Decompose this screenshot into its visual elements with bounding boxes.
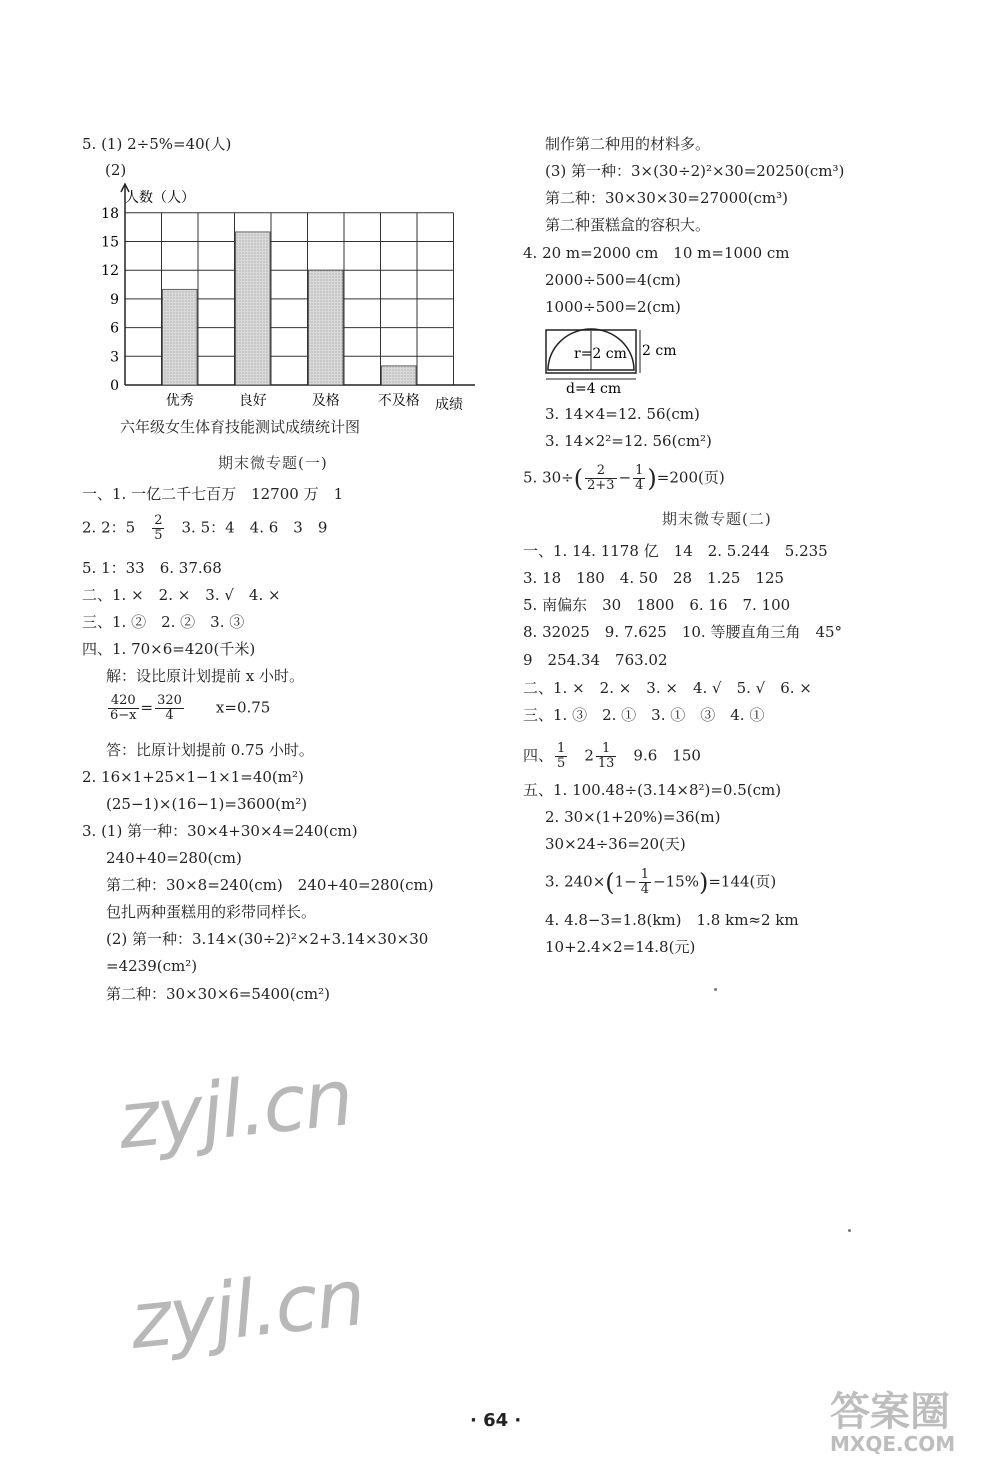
- category-label: 优秀: [165, 393, 194, 409]
- answer-line: 5. 1：33 6. 37.68: [82, 559, 222, 577]
- y-tick-label: 12: [101, 263, 119, 280]
- answer-line: 第二种：30×30×30=27000(cm³): [545, 189, 789, 207]
- diameter-label: d=4 cm: [566, 381, 622, 397]
- answer-line: 3. (1) 第一种：30×4+30×4=240(cm): [82, 822, 358, 840]
- answer-line: 第二种蛋糕盒的容积大。: [545, 216, 711, 234]
- answer-line: 5. 南偏东 30 1800 6. 16 7. 100: [523, 596, 791, 614]
- answer-line: =4239(cm²): [106, 957, 198, 975]
- semicircle-figure: [540, 325, 690, 397]
- answer-line: 二、1. × 2. × 3. √ 4. ×: [82, 586, 281, 604]
- y-tick-label: 9: [110, 291, 119, 308]
- bar-1: [236, 232, 271, 385]
- chart-categories: [166, 392, 420, 409]
- q5-part1: 5. (1) 2÷5%=40(人): [82, 135, 232, 153]
- section-title-1: 期末微专题(一): [218, 454, 328, 472]
- fraction: $\frac{1}{4}$: [635, 463, 644, 493]
- answer-line: (3) 第一种：3×(30÷2)²×30=20250(cm³): [545, 162, 845, 180]
- answer-line: 三、1. ③ 2. ① 3. ① ③ 4. ①: [523, 706, 765, 724]
- height-label: 2 cm: [642, 343, 677, 359]
- watermark: zyjl.cn: [113, 1053, 356, 1167]
- bar-3: [382, 366, 417, 385]
- chart-y-label: 人数（人）: [125, 190, 195, 206]
- answer-line: 第二种：30×30×6=5400(cm²): [106, 985, 330, 1003]
- answer-line: 3. 14×2²=12. 56(cm²): [545, 432, 712, 450]
- bar-2: [309, 270, 344, 385]
- equation-line: 3. 240×(1− $\frac{1}{4}$ −15%)=144(页): [545, 867, 777, 897]
- equation-line: 5. 30÷( $\frac{2}{2+3}$ − $\frac{1}{4}$ )=200(页): [523, 463, 725, 493]
- chart-ticks: [101, 206, 119, 394]
- answer-line: 10+2.4×2=14.8(元): [545, 938, 696, 956]
- answer-line: 三、1. ② 2. ② 3. ③: [82, 613, 245, 631]
- answer-line: 一、1. 14. 1178 亿 14 2. 5.244 5.235: [523, 542, 828, 560]
- answer-line: 五、1. 100.48÷(3.14×8²)=0.5(cm): [523, 781, 782, 799]
- answer-line: 制作第二种用的材料多。: [545, 135, 711, 153]
- y-tick-label: 6: [110, 320, 119, 337]
- chart-bars: [163, 232, 417, 385]
- answer-line: 解：设比原计划提前 x 小时。: [106, 667, 304, 685]
- answer-line: 四、1. 70×6=420(千米): [82, 640, 256, 658]
- fraction: $\frac{2}{5}$: [154, 513, 163, 543]
- answer-line: 1000÷500=2(cm): [545, 298, 681, 316]
- chart-x-label: 成绩: [435, 397, 463, 412]
- answer-line: 一、1. 一亿二千七百万 12700 万 1: [82, 485, 344, 503]
- fraction: $\frac{2}{2+3}$: [587, 463, 615, 493]
- answer-line: 第二种：30×8=240(cm) 240+40=280(cm): [106, 876, 434, 894]
- fraction: $\frac{1}{13}$: [597, 741, 615, 771]
- answer-line: 240+40=280(cm): [106, 849, 242, 867]
- y-tick-label: 15: [101, 234, 119, 251]
- answer-line: 4. 4.8−3=1.8(km) 1.8 km≈2 km: [545, 911, 799, 929]
- equation-line: $\frac{420}{6-x}$ = $\frac{320}{4}$ x=0.75: [110, 693, 271, 723]
- fraction: $\frac{320}{4}$: [157, 693, 182, 723]
- category-label: 及格: [311, 393, 340, 409]
- bar-0: [163, 289, 198, 385]
- speck: [714, 988, 717, 991]
- brand-domain: MXQE.COM: [830, 1432, 956, 1456]
- radius-label: r=2 cm: [574, 346, 627, 362]
- fraction: $\frac{1}{5}$: [557, 741, 566, 771]
- answer-line: 答：比原计划提前 0.75 小时。: [106, 741, 314, 759]
- fraction: $\frac{420}{6-x}$: [110, 693, 137, 723]
- speck: [848, 1229, 851, 1232]
- answer-line: 二、1. × 2. × 3. × 4. √ 5. √ 6. ×: [523, 679, 812, 697]
- answer-line: 30×24÷36=20(天): [545, 835, 686, 853]
- equation-line: 四、 $\frac{1}{5}$ 2 $\frac{1}{13}$ 9.6 150: [523, 741, 701, 771]
- chart-caption: 六年级女生体育技能测试成绩统计图: [120, 418, 361, 436]
- answer-line: 3. 14×4=12. 56(cm): [545, 405, 700, 423]
- answer-line: (2) 第一种：3.14×(30÷2)²×2+3.14×30×30: [106, 930, 429, 948]
- section-title-2: 期末微专题(二): [662, 510, 772, 528]
- y-tick-label: 3: [110, 349, 119, 366]
- answer-line: 2. 2：5 $\frac{2}{5}$ 3. 5：4 4. 6 3 9: [82, 513, 328, 543]
- category-label: 良好: [238, 393, 267, 409]
- answer-line: 8. 32025 9. 7.625 10. 等腰直角三角 45°: [523, 623, 843, 641]
- q5-part2-label: (2): [105, 161, 127, 179]
- y-tick-label: 0: [110, 378, 119, 394]
- answer-line: 3. 18 180 4. 50 28 1.25 125: [523, 569, 785, 587]
- answer-line: 9 254.34 763.02: [523, 651, 668, 669]
- watermark: zyjl.cn: [125, 1253, 368, 1367]
- bar-chart: [95, 180, 475, 412]
- answer-line: 4. 20 m=2000 cm 10 m=1000 cm: [523, 244, 790, 262]
- answer-line: 2. 16×1+25×1−1×1=40(m²): [82, 768, 304, 786]
- page-number: · 64 ·: [470, 1410, 522, 1431]
- y-tick-label: 18: [101, 205, 119, 222]
- answer-line: 2. 30×(1+20%)=36(m): [545, 808, 721, 826]
- brand-logo: 答案圈: [830, 1389, 950, 1435]
- fraction: $\frac{1}{4}$: [640, 867, 650, 897]
- answer-line: 2000÷500=4(cm): [545, 271, 681, 289]
- answer-line: (25−1)×(16−1)=3600(m²): [106, 795, 308, 813]
- category-label: 不及格: [377, 393, 420, 409]
- answer-line: 包扎两种蛋糕用的彩带同样长。: [106, 903, 317, 921]
